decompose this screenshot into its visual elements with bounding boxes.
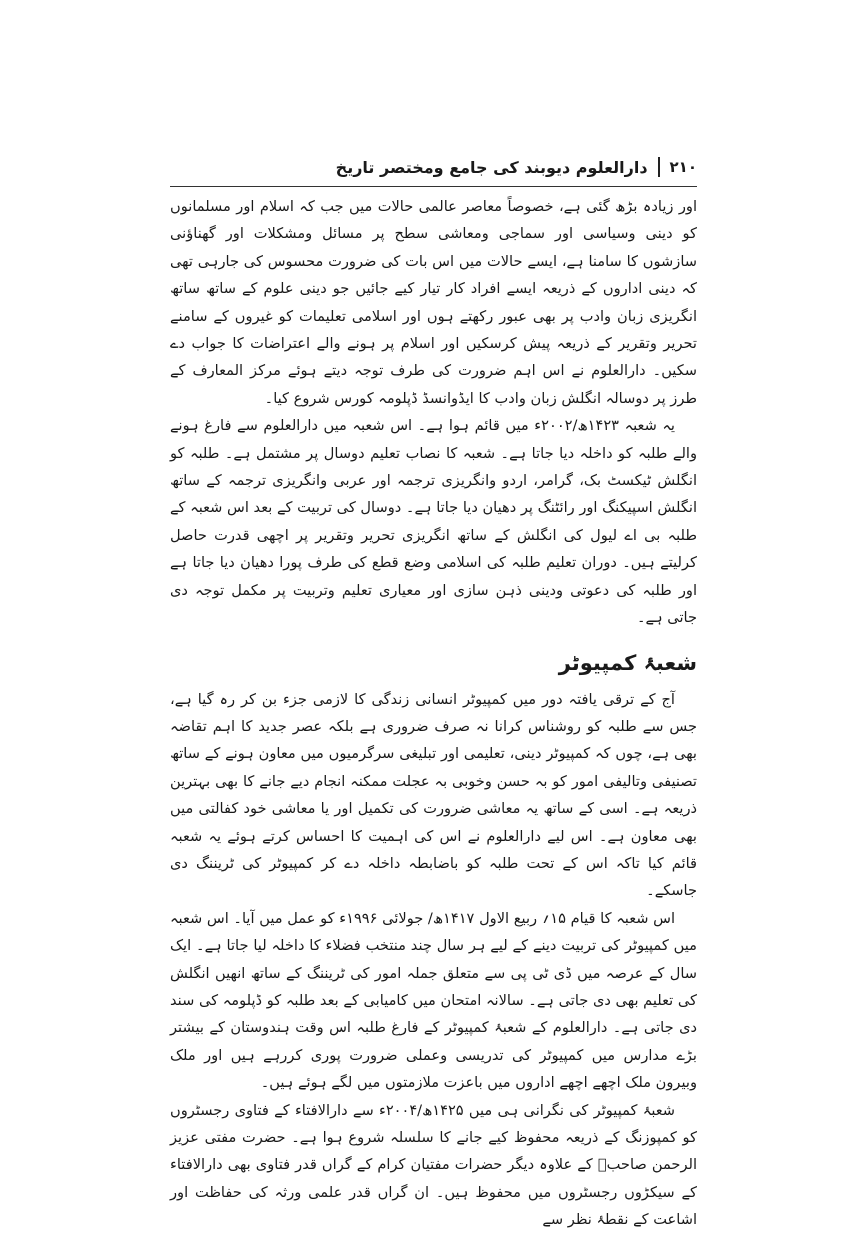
paragraph: شعبۂ کمپیوٹر کی نگرانی ہی میں ۱۴۲۵ھ/۲۰۰۴ء سے دارالافتاء کے فتاوی رجسٹروں کو کمپوزنگ کے ذریعہ محفوظ کیے جانے کا سلسلہ شروع ہوا ہے۔ حضرت مفتی عزیز الرحمن صاحبؒ کے علاوہ دیگر حضرات مفتیان کرام کے گراں قدر فتاوی بھی دارالافتاء کے سیکڑوں رجسٹروں میں محفوظ ہیں۔ ان گراں قدر علمی ورثہ کی حفاظت اور اشاعت کے نقطۂ نظر سے [170, 1101, 697, 1229]
header-rule [170, 186, 697, 187]
paragraph: یہ شعبہ ۱۴۲۳ھ/۲۰۰۲ء میں قائم ہوا ہے۔ اس شعبہ میں دارالعلوم سے فارغ ہونے والے طلبہ کو داخلہ دیا جاتا ہے۔ شعبہ کا نصاب تعلیم دوسال پر مشتمل ہے۔ طلبہ کو انگلش ٹیکسٹ بک، گرامر، اردو وانگریزی ترجمہ اور عربی وانگریزی ترجمہ کے ساتھ انگلش اسپیکنگ اور رائٹنگ پر دھیان دیا جاتا ہے۔ دوسال کی تربیت کے بعد اس شعبہ کے طلبہ بی اے لیول کی انگلش کے ساتھ انگریزی تحریر وتقریر پر اچھی قدرت حاصل کرلیتے ہیں۔ دوران تعلیم طلبہ کی اسلامی وضع قطع کی طرف پورا دھیان دیا جاتا ہے اور طلبہ کی دعوتی ودینی ذہن سازی اور معیاری تعلیم وتربیت پر مکمل توجہ دی جاتی ہے۔ [170, 417, 697, 627]
running-header [170, 150, 697, 184]
page-body [170, 193, 697, 1234]
paragraph: آج کے ترقی یافتہ دور میں کمپیوٹر انسانی زندگی کا لازمی جزء بن کر رہ گیا ہے، جس سے طلبہ کو روشناس کرانا نہ صرف ضروری ہے بلکہ عصر جدید کا اہم تقاضہ بھی ہے، چوں کہ کمپیوٹر دینی، تعلیمی اور تبلیغی سرگرمیوں میں معاون ہونے کے ساتھ تصنیفی وتالیفی امور کو بہ حسن وخوبی بہ عجلت ممکنہ انجام دیے جانے کا بھی بہترین ذریعہ ہے۔ اسی کے ساتھ یہ معاشی ضرورت کی تکمیل اور یا معاشی خود کفالتی میں بھی معاون ہے۔ اس لیے دارالعلوم نے اس کی اہمیت کا احساس کرتے ہوئے یہ شعبہ قائم کیا تاکہ اس کے تحت طلبہ کو باضابطہ داخلہ دے کر کمپیوٹر کی ٹریننگ دی جاسکے۔ [170, 690, 697, 900]
page-number: ۲۱۰ [669, 158, 697, 176]
paragraph: اور زیادہ بڑھ گئی ہے، خصوصاً معاصر عالمی حالات میں جب کہ اسلام اور مسلمانوں کو دینی وسیاسی اور سماجی ومعاشی سطح پر مسائل ومشکلات اور گھناؤنی سازشوں کا سامنا ہے، ایسے حالات میں اس بات کی ضرورت محسوس کی جارہی تھی کہ دینی اداروں کے ذریعہ ایسے افراد کار تیار کیے جائیں جو دینی علوم کے ساتھ ساتھ انگریزی زبان وادب پر بھی عبور رکھتے ہوں اور اسلامی تعلیمات کو غیروں کے سامنے تحریر وتقریر کے ذریعہ پیش کرسکیں اور اسلام پر ہونے والے اعتراضات کا جواب دے سکیں۔ دارالعلوم نے اس اہم ضرورت کی طرف توجہ دیتے ہوئے مرکز المعارف کے طرز پر دوسالہ انگلش زبان وادب کا ایڈوانسڈ ڈپلومہ کورس شروع کیا۔ [170, 198, 697, 407]
paragraph: اس شعبہ کا قیام ۱۵؍ ربیع الاول ۱۴۱۷ھ/ جولائی ۱۹۹۶ء کو عمل میں آیا۔ اس شعبہ میں کمپیوٹر کی تربیت دینے کے لیے ہر سال چند منتخب فضلاء کا داخلہ لیا جاتا ہے۔ ایک سال کے عرصہ میں ڈی ٹی پی سے متعلق جملہ امور کی ٹریننگ کے ساتھ انھیں انگلش کی تعلیم بھی دی جاتی ہے۔ سالانہ امتحان میں کامیابی کے بعد طلبہ کو ڈپلومہ کی سند دی جاتی ہے۔ دارالعلوم کے شعبۂ کمپیوٹر کے فارغ طلبہ اس وقت ہندوستان کے بیشتر بڑے مدارس میں کمپیوٹر کی تدریسی وعملی ضرورت پوری کررہے ہیں اور ملک وبیرون ملک اچھے اچھے اداروں میں باعزت ملازمتوں میں لگے ہوئے ہیں۔ [170, 909, 697, 1092]
section-heading: شعبۂ کمپیوٹر [558, 650, 697, 675]
header-separator [658, 157, 660, 177]
running-title: دارالعلوم دیوبند کی جامع ومختصر تاریخ [335, 157, 648, 177]
